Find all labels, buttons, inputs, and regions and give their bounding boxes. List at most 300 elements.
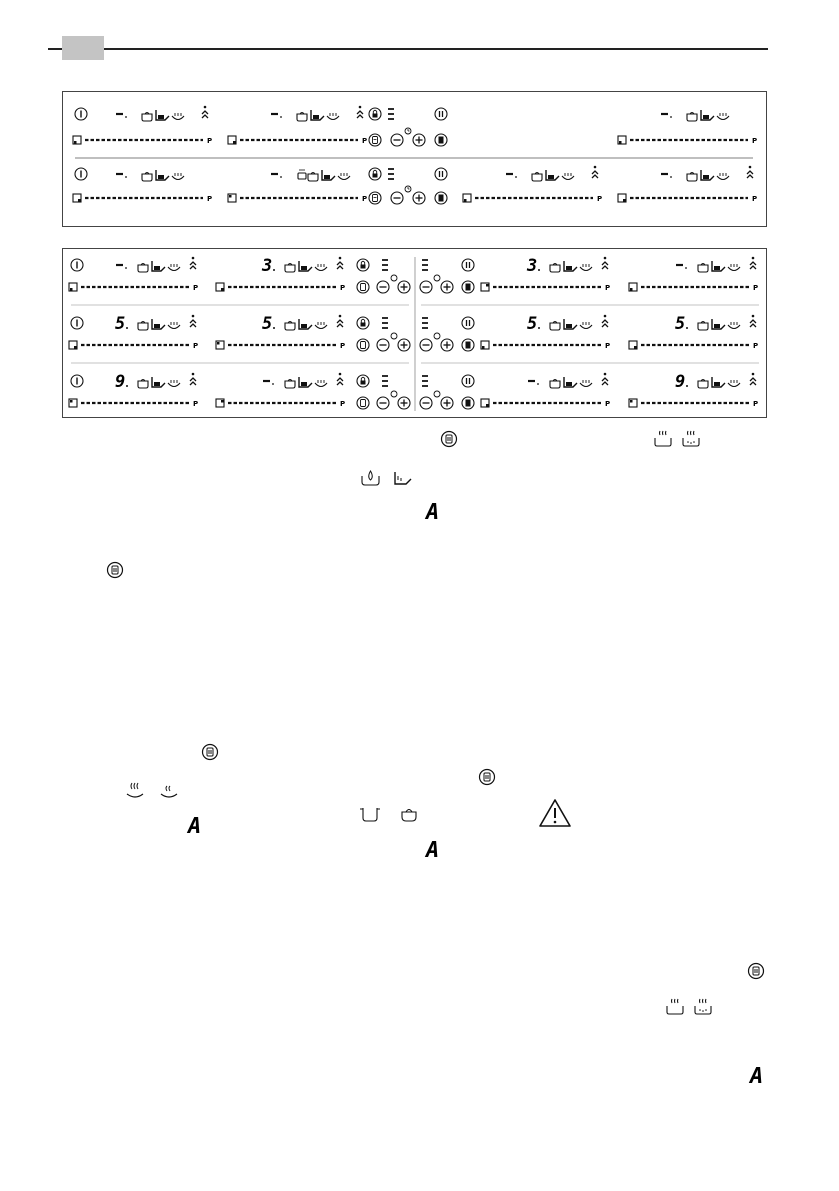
pan-icon (299, 261, 312, 271)
pause-icon[interactable] (435, 108, 447, 120)
slider[interactable] (228, 136, 367, 145)
menu-icon (747, 962, 765, 980)
slider[interactable] (629, 399, 758, 408)
level-display (661, 174, 672, 178)
simmer-icon (680, 428, 702, 448)
section-tab (62, 36, 104, 60)
wok-icon (728, 322, 740, 329)
lock-icon[interactable] (369, 108, 381, 120)
booster-icon[interactable] (602, 373, 608, 385)
control-panel-bottom-drawing (63, 249, 766, 417)
plus-icon[interactable] (398, 281, 410, 293)
level-display (261, 256, 275, 276)
cooking-zone (69, 314, 198, 350)
level-digit: 5 (262, 314, 273, 334)
cookware-icons (285, 377, 327, 388)
cookware-icons (698, 261, 740, 272)
autocook-display-text: A (188, 814, 202, 839)
cooking-zone (73, 168, 212, 203)
header-rule (48, 48, 768, 50)
cookware-icons (298, 169, 350, 181)
cooking-zone (629, 257, 758, 292)
slider-end-label: P (752, 195, 758, 203)
pot-icon (687, 113, 697, 122)
slider-end-label: P (597, 195, 603, 203)
wok-icon (580, 380, 592, 387)
level-dot (685, 267, 687, 269)
level-dot (515, 176, 517, 178)
level-digit: 3 (262, 256, 273, 276)
level-display (527, 314, 540, 334)
slider-end-label: P (340, 284, 346, 292)
level-display (676, 265, 687, 269)
cookware-icons (550, 377, 592, 388)
booster-icon[interactable] (357, 106, 363, 118)
level-dot (125, 267, 127, 269)
cooking-zone (629, 314, 758, 350)
control-panel-top-drawing (63, 92, 766, 226)
control-cluster-right (420, 375, 474, 409)
zone-select-icon[interactable] (481, 399, 489, 407)
slider-end-label: P (193, 400, 199, 408)
panel-row (73, 106, 757, 146)
level-display (526, 256, 540, 276)
slider-end-label: P (207, 137, 213, 145)
slider[interactable] (69, 399, 198, 408)
level-dot (126, 327, 128, 329)
zone-select-icon[interactable] (69, 341, 77, 349)
booster-icon[interactable] (202, 106, 208, 118)
zone-select-icon[interactable] (481, 283, 489, 291)
cookware-icons (687, 170, 729, 181)
pan-icon (156, 170, 169, 180)
cooking-zone (216, 314, 345, 350)
menu-icon[interactable] (357, 281, 369, 293)
level-digit: 5 (527, 314, 538, 334)
timer-icon (405, 128, 411, 134)
autocook-display-text: A (750, 1064, 764, 1089)
slider[interactable] (618, 194, 757, 203)
autocook-display (186, 814, 206, 839)
booster-icon[interactable] (747, 166, 753, 178)
pause-icon[interactable] (462, 317, 474, 329)
wok-icon (327, 113, 339, 120)
booster-icon[interactable] (337, 257, 343, 269)
wok-icon (315, 380, 327, 387)
slider[interactable] (73, 194, 212, 203)
pan-icon (712, 377, 725, 387)
minus-icon[interactable] (377, 339, 389, 351)
wok-icon (168, 380, 180, 387)
level-dot (670, 176, 672, 178)
pot-icon (138, 380, 148, 389)
autocook-display (424, 838, 444, 863)
cookware-icons (138, 319, 180, 330)
level-dot (538, 327, 540, 329)
lock-icon[interactable] (357, 259, 369, 271)
booster-icon[interactable] (337, 373, 343, 385)
cooking-zone (216, 373, 345, 408)
wok-icon (338, 173, 350, 180)
timer-display (388, 109, 394, 119)
pot-icon (550, 380, 560, 389)
lock-icon[interactable] (369, 168, 381, 180)
slider-end-label: P (752, 137, 758, 145)
warning-icon (538, 798, 572, 828)
plus-icon[interactable] (398, 397, 410, 409)
level-display (116, 114, 127, 118)
pot-icon (142, 113, 152, 122)
pause-icon[interactable] (462, 259, 474, 271)
pan-icon (299, 377, 312, 387)
slider-end-label: P (753, 400, 759, 408)
cookware-icons (687, 110, 729, 121)
pause-icon[interactable] (462, 375, 474, 387)
slider[interactable] (481, 341, 610, 350)
pan-icon (564, 377, 577, 387)
pan-icon (564, 319, 577, 329)
plus-icon[interactable] (441, 397, 453, 409)
control-cluster-right (420, 259, 474, 293)
minus-icon[interactable] (420, 339, 432, 351)
menu-icon (201, 743, 219, 761)
boost-all-icon[interactable] (435, 134, 447, 146)
zone-select-icon[interactable] (618, 194, 626, 202)
level-dot (273, 327, 275, 329)
slider[interactable] (216, 283, 345, 292)
pot-icon (550, 264, 560, 273)
control-cluster-right (420, 317, 474, 351)
cookware-icons (297, 110, 339, 121)
slider-end-label: P (753, 342, 759, 350)
zone-select-icon[interactable] (629, 399, 637, 407)
pan-icon (546, 170, 559, 180)
boost-all-icon[interactable] (462, 339, 474, 351)
lock-icon[interactable] (357, 375, 369, 387)
pan-icon (712, 319, 725, 329)
minus-icon[interactable] (391, 192, 403, 204)
cookware-icons (142, 170, 184, 181)
level-dot (686, 327, 688, 329)
control-cluster (369, 108, 447, 146)
booster-icon[interactable] (750, 315, 756, 327)
wok-icon (717, 113, 729, 120)
menu-icon[interactable] (369, 134, 381, 146)
autocook-display (748, 1064, 768, 1089)
steam-pot-icon (298, 169, 306, 179)
panel-row (69, 256, 758, 293)
pot-icon (138, 264, 148, 273)
level-digit: 9 (675, 372, 686, 392)
autocook-display (424, 500, 444, 525)
timer-display (382, 260, 388, 270)
minus-icon[interactable] (377, 281, 389, 293)
level-dot (670, 116, 672, 118)
pot-icon (687, 173, 697, 182)
slider-end-label: P (340, 400, 346, 408)
pan-icon (152, 319, 165, 329)
booster-icon[interactable] (750, 257, 756, 269)
pot-icon (285, 264, 295, 273)
cookware-icons (550, 261, 592, 272)
boost-all-icon[interactable] (462, 281, 474, 293)
timer-icon (405, 186, 411, 192)
slider-end-label: P (193, 342, 199, 350)
plus-icon[interactable] (413, 192, 425, 204)
zone-select-icon[interactable] (216, 283, 224, 291)
slider[interactable] (463, 194, 602, 203)
cookware-icons (550, 319, 592, 330)
pot-icon (297, 113, 307, 122)
timer-icon (434, 391, 440, 397)
panel-row (69, 372, 758, 409)
pan-icon (322, 170, 335, 180)
wok-icon (728, 264, 740, 271)
cookware-icons (138, 261, 180, 272)
plus-icon[interactable] (441, 281, 453, 293)
zone-select-icon[interactable] (216, 399, 224, 407)
booster-icon[interactable] (592, 166, 598, 178)
minus-icon[interactable] (391, 134, 403, 146)
booster-icon[interactable] (602, 315, 608, 327)
pot-icon (532, 173, 542, 182)
cooking-zone (73, 106, 212, 145)
cooking-zone (618, 110, 757, 145)
menu-icon (478, 768, 496, 786)
level-display (116, 174, 127, 178)
level-dot (272, 383, 274, 385)
level-display (271, 174, 282, 178)
zone-select-icon[interactable] (629, 341, 637, 349)
wok-icon (717, 173, 729, 180)
level-display (528, 381, 539, 385)
level-dot (125, 116, 127, 118)
wok-icon (315, 264, 327, 271)
panel-row (73, 166, 757, 204)
zone-select-icon[interactable] (216, 341, 224, 349)
timer-display (422, 260, 428, 270)
power-icon[interactable] (71, 317, 83, 329)
level-dot (126, 385, 128, 387)
slider[interactable] (69, 341, 198, 350)
lock-icon[interactable] (357, 317, 369, 329)
level-display (115, 372, 128, 392)
plus-icon[interactable] (398, 339, 410, 351)
booster-icon[interactable] (602, 257, 608, 269)
booster-icon[interactable] (190, 257, 196, 269)
zone-select-icon[interactable] (73, 194, 81, 202)
level-display (675, 314, 688, 334)
slider-end-label: P (605, 400, 611, 408)
pot-icon (698, 322, 708, 331)
cookware-icons (142, 110, 184, 121)
control-cluster (357, 259, 410, 293)
control-cluster (357, 317, 410, 351)
wok-icon (580, 264, 592, 271)
booster-icon[interactable] (750, 373, 756, 385)
pot-icon (698, 264, 708, 273)
minus-icon[interactable] (420, 281, 432, 293)
power-icon[interactable] (75, 168, 87, 180)
level-display (262, 314, 275, 334)
zone-select-icon[interactable] (73, 136, 81, 144)
pan-icon (564, 261, 577, 271)
zone-select-icon[interactable] (228, 194, 236, 202)
power-icon[interactable] (75, 108, 87, 120)
timer-display (382, 376, 388, 386)
level-display (115, 314, 128, 334)
pan-icon (152, 377, 165, 387)
steam-icon (124, 780, 146, 800)
wok-icon (562, 173, 574, 180)
level-dot (273, 269, 275, 271)
pot-icon (142, 173, 152, 182)
wok-icon (172, 113, 184, 120)
pot-icon (550, 322, 560, 331)
plus-icon[interactable] (441, 339, 453, 351)
menu-icon[interactable] (357, 397, 369, 409)
slider-end-label: P (605, 342, 611, 350)
cookware-icons (138, 377, 180, 388)
slider[interactable] (618, 136, 757, 145)
power-icon[interactable] (71, 375, 83, 387)
water-icon (360, 468, 382, 488)
booster-icon[interactable] (190, 315, 196, 327)
booster-icon[interactable] (337, 315, 343, 327)
pan-icon (152, 261, 165, 271)
control-panel-bottom (62, 248, 767, 418)
menu-icon[interactable] (369, 192, 381, 204)
autocook-display-text: A (426, 838, 440, 863)
cookware-icons (532, 170, 574, 181)
wok-icon (392, 468, 414, 488)
pot-icon (698, 380, 708, 389)
cookware-icons (285, 261, 327, 272)
pan-icon (701, 170, 714, 180)
pot-icon (285, 380, 295, 389)
cooking-zone (481, 314, 610, 350)
wok-icon (580, 322, 592, 329)
slider[interactable] (69, 283, 198, 292)
plus-icon[interactable] (413, 134, 425, 146)
zone-select-icon[interactable] (69, 283, 77, 291)
slider-end-label: P (340, 342, 346, 350)
slider[interactable] (216, 341, 345, 350)
pan-icon (156, 110, 169, 120)
level-display (506, 174, 517, 178)
level-digit: 3 (527, 256, 538, 276)
pot-icon (358, 804, 382, 824)
power-icon[interactable] (71, 259, 83, 271)
pan-icon (398, 804, 420, 824)
pan-icon (299, 319, 312, 329)
zone-select-icon[interactable] (481, 341, 489, 349)
boost-all-icon[interactable] (435, 192, 447, 204)
level-dot (280, 176, 282, 178)
timer-icon (391, 333, 397, 339)
boost-all-icon[interactable] (462, 397, 474, 409)
menu-icon[interactable] (357, 339, 369, 351)
level-digit: 5 (115, 314, 126, 334)
boil-icon (664, 996, 686, 1016)
slider[interactable] (629, 341, 758, 350)
booster-icon[interactable] (190, 373, 196, 385)
level-digit: 5 (675, 314, 686, 334)
cooking-zone (228, 169, 367, 203)
boil-icon (652, 428, 674, 448)
slider[interactable] (481, 399, 610, 408)
slider[interactable] (629, 283, 758, 292)
minus-icon[interactable] (420, 397, 432, 409)
zone-select-icon[interactable] (228, 136, 236, 144)
zone-select-icon[interactable] (69, 399, 77, 407)
pan-icon (311, 110, 324, 120)
cookware-icons (285, 319, 327, 330)
timer-display (422, 318, 428, 328)
cookware-icons (698, 377, 740, 388)
cooking-zone (463, 166, 602, 203)
cooking-zone (481, 373, 610, 408)
zone-select-icon[interactable] (618, 136, 626, 144)
level-dot (280, 116, 282, 118)
timer-display (422, 376, 428, 386)
level-dot (686, 385, 688, 387)
timer-display (382, 318, 388, 328)
slider[interactable] (228, 194, 367, 203)
pan-icon (712, 261, 725, 271)
control-cluster (369, 168, 447, 204)
menu-icon (106, 561, 124, 579)
steam-low-icon (158, 782, 180, 800)
pan-icon (701, 110, 714, 120)
level-display (661, 114, 672, 118)
cooking-zone (228, 106, 367, 145)
autocook-display-text: A (426, 500, 440, 525)
slider-end-label: P (605, 284, 611, 292)
pot-icon (285, 322, 295, 331)
slider-end-label: P (207, 195, 213, 203)
zone-select-icon[interactable] (463, 194, 471, 202)
pause-icon[interactable] (435, 168, 447, 180)
timer-icon (391, 275, 397, 281)
menu-icon (440, 430, 458, 448)
cooking-zone (481, 256, 610, 292)
wok-icon (315, 322, 327, 329)
wok-icon (168, 264, 180, 271)
cooking-zone (216, 256, 345, 292)
slider-end-label: P (362, 195, 368, 203)
zone-select-icon[interactable] (629, 283, 637, 291)
pot-icon (138, 322, 148, 331)
timer-display (388, 169, 394, 179)
slider[interactable] (73, 136, 212, 145)
level-dot (538, 269, 540, 271)
minus-icon[interactable] (377, 397, 389, 409)
level-display (263, 381, 274, 385)
panel-row (69, 314, 758, 351)
level-display (271, 114, 282, 118)
timer-icon (434, 275, 440, 281)
slider[interactable] (216, 399, 345, 408)
level-display (116, 265, 127, 269)
slider-end-label: P (753, 284, 759, 292)
level-digit: 9 (115, 372, 126, 392)
simmer-icon (692, 996, 714, 1016)
cooking-zone (618, 166, 757, 203)
control-cluster (357, 375, 410, 409)
slider[interactable] (481, 283, 610, 292)
wok-icon (168, 322, 180, 329)
